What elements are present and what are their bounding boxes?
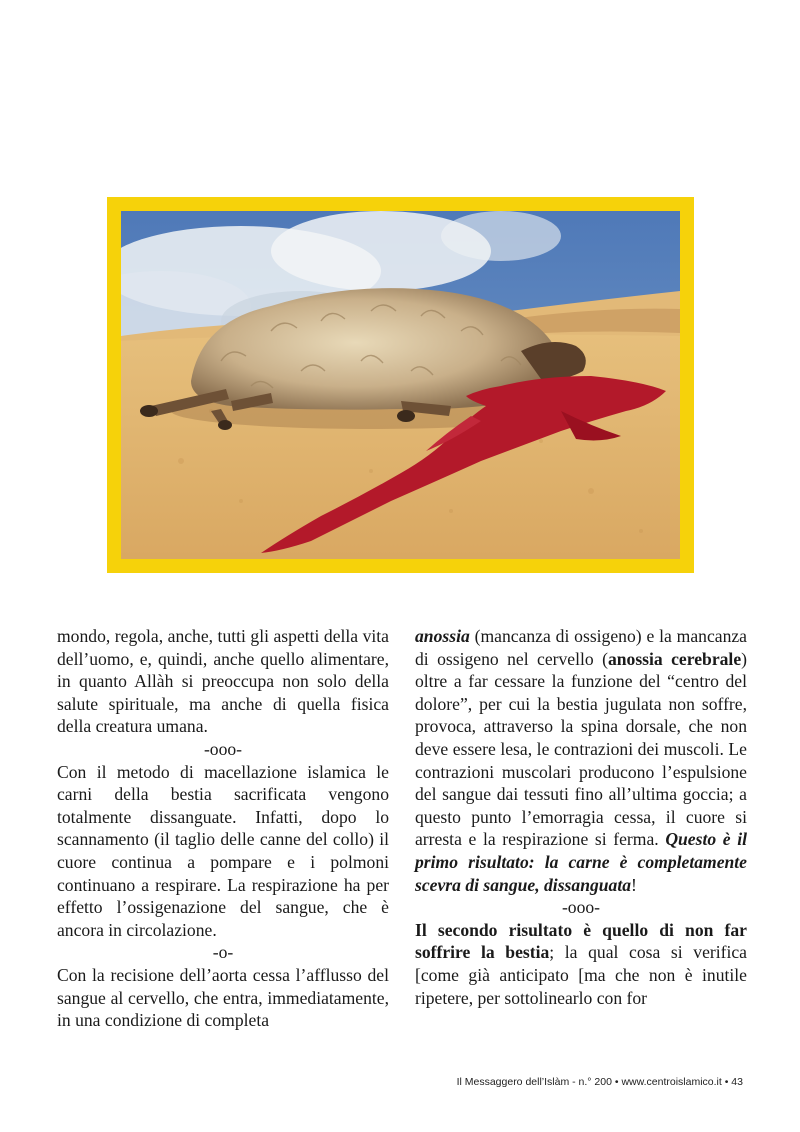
separator: -o- xyxy=(212,942,234,963)
right-paragraph-1: anossia (mancanza di ossigeno) e la mancanza di ossigeno nel cervello (anossia cerebrale) oltre a far cessare la funzione del “centro del dolore”, per cui la bestia jugulata non soffre, provoca, attraverso la spina dorsale, che non deve essere lesa, le contrazioni dei muscoli. Le contrazioni muscolari producono l’espulsione del sangue dai tessuti fino all’ultima goccia; a questo punto l’emorragia cessa, il cuore si arresta e la respirazione si ferma. Questo è il primo risultato: la carne è completamente scevra di sangue, dissanguata! xyxy=(415,626,747,895)
left-paragraph-3: Con la recisione dell’aorta cessa l’afflusso del sangue al cervello, che entra, immediatamente, in una condizione di completa xyxy=(57,964,389,1031)
first-result-emphasis: Questo è il primo risultato: la carne è completamente scevra di sangue, dissanguata xyxy=(415,829,747,895)
separator: -ooo- xyxy=(203,738,243,759)
page-footer xyxy=(457,1076,743,1088)
anossia-term: anossia xyxy=(415,626,470,646)
sheep-photo xyxy=(121,211,680,559)
left-column xyxy=(57,625,389,1032)
separator: -ooo- xyxy=(561,897,601,918)
right-paragraph-2: Il secondo risultato è quello di non far soffrire la bestia; la qual cosa si verifica [come già anticipato [ma che non è inutile ripetere, per sottolinearlo con for xyxy=(415,919,747,1008)
left-paragraph-1: mondo, regola, anche, tutti gli aspetti della vita dell’uomo, e, quindi, anche quello alimentare, in quanto Allàh si preoccupa non solo della salute spirituale, ma anche di quella fisica della creatura umana. xyxy=(57,626,389,737)
second-result-heading: Il secondo risultato è quello di non far soffrire la bestia xyxy=(415,919,747,963)
footer-text: Il Messaggero dell’Islàm - n.° 200 • www.centroislamico.it • 43 xyxy=(456,1076,743,1088)
photo-frame xyxy=(107,197,694,573)
anossia-cerebrale-term: anossia cerebrale xyxy=(607,648,742,669)
left-paragraph-2: Con il metodo di macellazione islamica le carni della bestia sacrificata vengono totalmente dissanguate. Infatti, dopo lo scannamento (il taglio delle canne del collo) il cuore continua a pompare e i polmoni continuano a respirare. La respirazione ha per effetto l’ossigenazione del sangue, che è ancora in circolazione. xyxy=(57,761,389,940)
right-column xyxy=(415,625,747,1009)
